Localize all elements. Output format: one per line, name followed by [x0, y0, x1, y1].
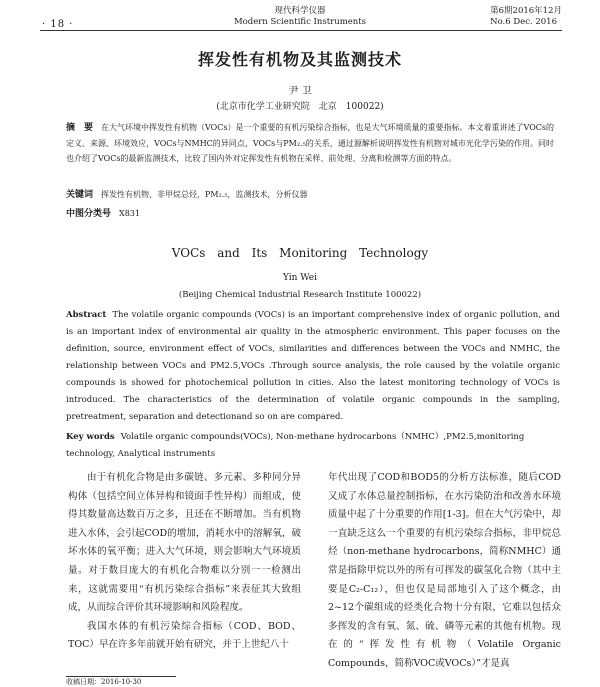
body-paragraph: 我国水体的有机污染综合指标（COD、BOD、TOC）早在许多年前就开始有研究，并于上世纪八十	[68, 620, 301, 651]
keywords-en	[66, 429, 560, 463]
abstract-cn	[66, 120, 554, 166]
article-title-cn: 挥发性有机物及其监测技术	[197, 50, 402, 69]
page-number: · 18 ·	[42, 19, 74, 30]
body-column-left	[68, 469, 301, 655]
abstract-en-label: Abstract	[66, 310, 107, 320]
keywords-cn-text: 挥发性有机物，非甲烷总烃，PM₂.₅，监测技术，分析仪器	[101, 190, 308, 199]
abstract-en	[66, 307, 560, 426]
classification-cn-label: 中图分类号	[66, 209, 112, 219]
header-divider	[40, 30, 562, 31]
article-title-en: VOCs and Its Monitoring Technology	[171, 246, 429, 260]
abstract-en-text: The volatile organic compounds (VOCs) is an important comprehensive index of organic pollution, and is an important index of environmental air quality in the atmospheric environment. This paper focuses on the definition, source, environment effect of VOCs, similarities and differences between the VOCs and NMHC, the relationship between VOCs and PM2.5,VOCs .Through source analysis, the role caused by the volatile organic compounds is showed for photochemical pollution in cities. Also the latest monitoring technology of VOCs is introduced. The characteristics of the determination of volatile organic compounds in the sampling, pretreatment, separation and detectionand so on are compared.	[66, 310, 560, 422]
classification-cn-text: X831	[119, 209, 140, 218]
keywords-en-text: Volatile organic compounds(VOCs), Non-methane hydrocarbons（NMHC）,PM2.5,monitoring technology, Analytical instruments	[66, 432, 525, 459]
affiliation-cn: (北京市化学工业研究院 北京 100022)	[216, 102, 384, 112]
issue-info	[490, 6, 562, 28]
body-column-right	[328, 469, 561, 674]
body-paragraph: 年代出现了COD和BOD5的分析方法标准，随后COD又成了水体总量控制指标，在水污染防治和改善水环境质量中起了十分重要的作用[1-3]。但在大气污染中，却一直缺乏这么一个重要的有机污染综合指标，非甲烷总烃（non-methane hydrocarbons，简称NMHC）通常是指除甲烷以外的所有可挥发的碳氢化合物（其中主要是C₂-C₁₂），但也仅是局部地引入了这个概念，由2~12个碳组成的烃类化合物十分有限，它难以包括众多挥发的含有氧、氮、硫、磷等元素的其他有机物。现在的“挥发性有机物（Volatile Organic Compounds，简称VOC或VOCs）”才是真	[328, 472, 561, 669]
classification-cn	[66, 206, 554, 219]
body-paragraph: 由于有机化合物是由多碳链、多元素、多种同分异构体（包括空间立体异构和镜面手性异构）而组成，使得其数量高达数百万之多，且还在不断增加。当有机物进入水体，会引起COD的增加，消耗水中的溶解氧，破坏水体的氧平衡；进入大气环境，则会影响大气环境质量。对于数目庞大的有机化合物难以分别一一检测出来，这就需要用“有机污染综合指标”来表征其大致组成，从而综合评价其环境影响和风险程度。	[68, 472, 301, 614]
footnote-received-date: 收稿日期：2016-10-30	[66, 678, 142, 686]
journal-name-cn: 现代科学仪器	[274, 6, 326, 16]
keywords-cn-label: 关键词	[66, 190, 94, 200]
author-en: Yin Wei	[282, 273, 318, 283]
issue-cn: 第6期2016年12月	[490, 6, 562, 16]
keywords-en-label: Key words	[66, 432, 115, 442]
abstract-cn-label: 摘 要	[66, 123, 94, 133]
issue-en: No.6 Dec. 2016	[490, 17, 557, 27]
keywords-cn	[66, 187, 554, 200]
journal-name-en: Modern Scientific Instruments	[233, 17, 367, 27]
abstract-cn-text: 在大气环境中挥发性有机物（VOCs）是一个重要的有机污染综合指标，也是大气环境质量的重要指标。本文着重讲述了VOCs的定义、来源、环境效应，VOCs与NMHC的异同点，VOCs与PM₂.₅的关系，通过源解析说明挥发性有机物对城市光化学污染的作用。同时也介绍了VOCs的最新监测技术，比较了国内外对定挥发性有机物在采样、前处理、分离和检测等方面的特点。	[66, 123, 554, 163]
author-cn: 尹 卫	[288, 86, 312, 97]
affiliation-en: (Beijing Chemical Industrial Research Institute 100022)	[178, 290, 422, 300]
